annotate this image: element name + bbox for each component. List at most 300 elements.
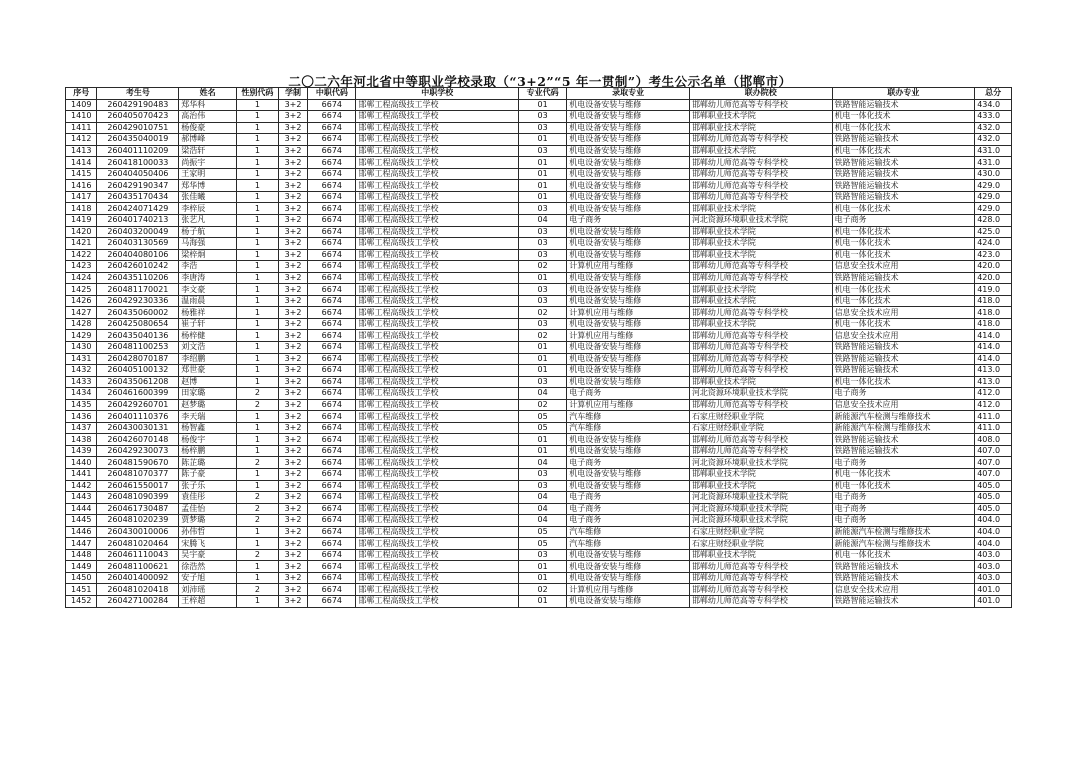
cell-school-code: 6674 xyxy=(308,295,356,307)
cell-school-code: 6674 xyxy=(308,157,356,169)
cell-total-score: 431.0 xyxy=(975,145,1012,157)
cell-exam-id: 260461110043 xyxy=(97,549,179,561)
cell-partner-college: 邯郸职业技术学院 xyxy=(689,295,832,307)
cell-name: 马海强 xyxy=(179,238,237,250)
cell-partner-college: 石家庄财经职业学院 xyxy=(689,526,832,538)
table-row xyxy=(66,295,1012,307)
cell-gender-code: 1 xyxy=(236,145,278,157)
cell-partner-college: 邯郸职业技术学院 xyxy=(689,549,832,561)
cell-school: 邯郸工程高级技工学校 xyxy=(356,596,519,608)
table-row xyxy=(66,214,1012,226)
cell-name: 梁浩轩 xyxy=(179,145,237,157)
cell-school: 邯郸工程高级技工学校 xyxy=(356,411,519,423)
cell-total-score: 407.0 xyxy=(975,445,1012,457)
cell-partner-college: 邯郸职业技术学院 xyxy=(689,145,832,157)
header-exam-id: 考生号 xyxy=(97,88,179,100)
cell-gender-code: 1 xyxy=(236,469,278,481)
cell-seq: 1412 xyxy=(66,134,97,146)
cell-total-score: 412.0 xyxy=(975,388,1012,400)
cell-school: 邯郸工程高级技工学校 xyxy=(356,561,519,573)
cell-gender-code: 1 xyxy=(236,561,278,573)
header-seq: 序号 xyxy=(66,88,97,100)
cell-seq: 1447 xyxy=(66,538,97,550)
cell-program-length: 3+2 xyxy=(278,238,307,250)
cell-program-length: 3+2 xyxy=(278,157,307,169)
cell-program-length: 3+2 xyxy=(278,434,307,446)
cell-partner-major: 铁路智能运输技术 xyxy=(832,180,975,192)
table-row xyxy=(66,492,1012,504)
cell-name: 杨子航 xyxy=(179,226,237,238)
cell-school-code: 6674 xyxy=(308,180,356,192)
cell-partner-major: 铁路智能运输技术 xyxy=(832,596,975,608)
table-row xyxy=(66,411,1012,423)
cell-major: 机电设备安装与维修 xyxy=(567,561,690,573)
cell-school-code: 6674 xyxy=(308,134,356,146)
cell-exam-id: 260481100253 xyxy=(97,341,179,353)
cell-partner-college: 河北资源环境职业技术学院 xyxy=(689,503,832,515)
cell-exam-id: 260461730487 xyxy=(97,503,179,515)
cell-gender-code: 1 xyxy=(236,318,278,330)
cell-exam-id: 260429230073 xyxy=(97,445,179,457)
cell-program-length: 3+2 xyxy=(278,365,307,377)
cell-major: 电子商务 xyxy=(567,388,690,400)
cell-name: 尚振宇 xyxy=(179,157,237,169)
cell-partner-college: 邯郸职业技术学院 xyxy=(689,122,832,134)
cell-school: 邯郸工程高级技工学校 xyxy=(356,549,519,561)
cell-program-length: 3+2 xyxy=(278,249,307,261)
cell-major-code: 01 xyxy=(519,99,567,111)
cell-name: 刘沛瑶 xyxy=(179,584,237,596)
cell-major-code: 02 xyxy=(519,261,567,273)
cell-gender-code: 2 xyxy=(236,492,278,504)
cell-name: 杨梓健 xyxy=(179,330,237,342)
cell-school-code: 6674 xyxy=(308,411,356,423)
cell-partner-college: 邯郸幼儿师范高等专科学校 xyxy=(689,596,832,608)
table-row xyxy=(66,191,1012,203)
cell-exam-id: 260435060002 xyxy=(97,307,179,319)
cell-partner-major: 信息安全技术应用 xyxy=(832,307,975,319)
cell-total-score: 423.0 xyxy=(975,249,1012,261)
cell-school-code: 6674 xyxy=(308,272,356,284)
cell-partner-college: 邯郸职业技术学院 xyxy=(689,376,832,388)
cell-partner-major: 铁路智能运输技术 xyxy=(832,272,975,284)
cell-partner-college: 邯郸幼儿师范高等专科学校 xyxy=(689,584,832,596)
cell-gender-code: 1 xyxy=(236,157,278,169)
cell-exam-id: 260427100284 xyxy=(97,596,179,608)
table-header-row xyxy=(66,88,1012,100)
table-row xyxy=(66,341,1012,353)
cell-major-code: 03 xyxy=(519,203,567,215)
table-row xyxy=(66,584,1012,596)
cell-seq: 1428 xyxy=(66,318,97,330)
cell-total-score: 413.0 xyxy=(975,376,1012,388)
cell-total-score: 411.0 xyxy=(975,411,1012,423)
cell-school-code: 6674 xyxy=(308,122,356,134)
cell-program-length: 3+2 xyxy=(278,457,307,469)
cell-major-code: 01 xyxy=(519,157,567,169)
cell-exam-id: 260430010006 xyxy=(97,526,179,538)
cell-major: 机电设备安装与维修 xyxy=(567,249,690,261)
cell-partner-major: 铁路智能运输技术 xyxy=(832,191,975,203)
cell-program-length: 3+2 xyxy=(278,503,307,515)
cell-gender-code: 1 xyxy=(236,180,278,192)
cell-school-code: 6674 xyxy=(308,365,356,377)
cell-gender-code: 1 xyxy=(236,596,278,608)
cell-partner-college: 邯郸职业技术学院 xyxy=(689,203,832,215)
cell-major: 机电设备安装与维修 xyxy=(567,365,690,377)
cell-total-score: 418.0 xyxy=(975,307,1012,319)
cell-gender-code: 1 xyxy=(236,134,278,146)
cell-partner-college: 邯郸幼儿师范高等专科学校 xyxy=(689,434,832,446)
cell-total-score: 414.0 xyxy=(975,330,1012,342)
cell-total-score: 414.0 xyxy=(975,353,1012,365)
cell-partner-major: 机电一体化技术 xyxy=(832,145,975,157)
cell-partner-major: 机电一体化技术 xyxy=(832,549,975,561)
cell-name: 李浩 xyxy=(179,261,237,273)
cell-major-code: 01 xyxy=(519,596,567,608)
table-row xyxy=(66,134,1012,146)
cell-major: 机电设备安装与维修 xyxy=(567,549,690,561)
cell-partner-major: 信息安全技术应用 xyxy=(832,584,975,596)
cell-seq: 1430 xyxy=(66,341,97,353)
cell-seq: 1431 xyxy=(66,353,97,365)
header-major: 录取专业 xyxy=(567,88,690,100)
cell-exam-id: 260481170021 xyxy=(97,284,179,296)
cell-major-code: 04 xyxy=(519,457,567,469)
cell-seq: 1437 xyxy=(66,422,97,434)
cell-school: 邯郸工程高级技工学校 xyxy=(356,330,519,342)
cell-program-length: 3+2 xyxy=(278,561,307,573)
cell-school-code: 6674 xyxy=(308,318,356,330)
cell-gender-code: 1 xyxy=(236,526,278,538)
cell-gender-code: 1 xyxy=(236,111,278,123)
cell-school: 邯郸工程高级技工学校 xyxy=(356,492,519,504)
cell-exam-id: 260418100033 xyxy=(97,157,179,169)
cell-major: 汽车维修 xyxy=(567,422,690,434)
cell-partner-college: 石家庄财经职业学院 xyxy=(689,411,832,423)
header-program-length: 学制 xyxy=(278,88,307,100)
cell-gender-code: 1 xyxy=(236,572,278,584)
cell-gender-code: 2 xyxy=(236,399,278,411)
cell-partner-college: 邯郸幼儿师范高等专科学校 xyxy=(689,330,832,342)
cell-program-length: 3+2 xyxy=(278,538,307,550)
cell-school-code: 6674 xyxy=(308,99,356,111)
cell-exam-id: 260401740213 xyxy=(97,214,179,226)
cell-exam-id: 260481100621 xyxy=(97,561,179,573)
cell-partner-major: 机电一体化技术 xyxy=(832,122,975,134)
table-row xyxy=(66,249,1012,261)
cell-name: 孙伟哲 xyxy=(179,526,237,538)
cell-major: 计算机应用与维修 xyxy=(567,307,690,319)
cell-partner-major: 铁路智能运输技术 xyxy=(832,134,975,146)
cell-school-code: 6674 xyxy=(308,399,356,411)
cell-partner-college: 邯郸幼儿师范高等专科学校 xyxy=(689,307,832,319)
cell-school: 邯郸工程高级技工学校 xyxy=(356,99,519,111)
cell-school: 邯郸工程高级技工学校 xyxy=(356,503,519,515)
cell-partner-major: 机电一体化技术 xyxy=(832,295,975,307)
cell-partner-college: 河北资源环境职业技术学院 xyxy=(689,457,832,469)
cell-seq: 1413 xyxy=(66,145,97,157)
cell-seq: 1420 xyxy=(66,226,97,238)
cell-major-code: 01 xyxy=(519,341,567,353)
table-row xyxy=(66,307,1012,319)
cell-gender-code: 1 xyxy=(236,295,278,307)
cell-seq: 1432 xyxy=(66,365,97,377)
cell-school-code: 6674 xyxy=(308,584,356,596)
cell-partner-college: 邯郸幼儿师范高等专科学校 xyxy=(689,445,832,457)
cell-partner-college: 河北资源环境职业技术学院 xyxy=(689,214,832,226)
cell-partner-college: 邯郸幼儿师范高等专科学校 xyxy=(689,272,832,284)
cell-seq: 1436 xyxy=(66,411,97,423)
cell-gender-code: 1 xyxy=(236,480,278,492)
cell-partner-college: 邯郸幼儿师范高等专科学校 xyxy=(689,399,832,411)
cell-major-code: 01 xyxy=(519,572,567,584)
cell-major-code: 03 xyxy=(519,295,567,307)
cell-gender-code: 1 xyxy=(236,214,278,226)
cell-partner-major: 机电一体化技术 xyxy=(832,480,975,492)
cell-school: 邯郸工程高级技工学校 xyxy=(356,365,519,377)
cell-name: 刘文浩 xyxy=(179,341,237,353)
cell-major-code: 03 xyxy=(519,549,567,561)
cell-school-code: 6674 xyxy=(308,353,356,365)
cell-major-code: 01 xyxy=(519,272,567,284)
cell-school: 邯郸工程高级技工学校 xyxy=(356,134,519,146)
cell-name: 杨俊豪 xyxy=(179,122,237,134)
cell-partner-college: 邯郸幼儿师范高等专科学校 xyxy=(689,134,832,146)
cell-program-length: 3+2 xyxy=(278,111,307,123)
cell-major: 机电设备安装与维修 xyxy=(567,480,690,492)
table-row xyxy=(66,203,1012,215)
cell-program-length: 3+2 xyxy=(278,469,307,481)
cell-partner-college: 邯郸职业技术学院 xyxy=(689,480,832,492)
cell-seq: 1445 xyxy=(66,515,97,527)
cell-school: 邯郸工程高级技工学校 xyxy=(356,422,519,434)
cell-seq: 1434 xyxy=(66,388,97,400)
table-row xyxy=(66,526,1012,538)
cell-exam-id: 260429260701 xyxy=(97,399,179,411)
cell-total-score: 419.0 xyxy=(975,284,1012,296)
cell-school: 邯郸工程高级技工学校 xyxy=(356,284,519,296)
cell-program-length: 3+2 xyxy=(278,180,307,192)
table-row xyxy=(66,538,1012,550)
cell-school: 邯郸工程高级技工学校 xyxy=(356,399,519,411)
cell-major-code: 04 xyxy=(519,515,567,527)
cell-total-score: 407.0 xyxy=(975,457,1012,469)
cell-gender-code: 1 xyxy=(236,365,278,377)
cell-school: 邯郸工程高级技工学校 xyxy=(356,295,519,307)
cell-name: 杨俊宇 xyxy=(179,434,237,446)
cell-exam-id: 260405070423 xyxy=(97,111,179,123)
cell-major: 机电设备安装与维修 xyxy=(567,145,690,157)
cell-partner-college: 邯郸职业技术学院 xyxy=(689,318,832,330)
cell-partner-major: 机电一体化技术 xyxy=(832,376,975,388)
cell-program-length: 3+2 xyxy=(278,134,307,146)
cell-major-code: 01 xyxy=(519,365,567,377)
cell-seq: 1422 xyxy=(66,249,97,261)
table-row xyxy=(66,596,1012,608)
cell-exam-id: 260435040019 xyxy=(97,134,179,146)
table-row xyxy=(66,365,1012,377)
cell-exam-id: 260429230336 xyxy=(97,295,179,307)
cell-major-code: 04 xyxy=(519,503,567,515)
cell-seq: 1446 xyxy=(66,526,97,538)
cell-name: 张子乐 xyxy=(179,480,237,492)
cell-seq: 1418 xyxy=(66,203,97,215)
cell-major-code: 01 xyxy=(519,561,567,573)
cell-seq: 1415 xyxy=(66,168,97,180)
cell-exam-id: 260403200049 xyxy=(97,226,179,238)
cell-gender-code: 1 xyxy=(236,99,278,111)
cell-school: 邯郸工程高级技工学校 xyxy=(356,318,519,330)
cell-exam-id: 260481590670 xyxy=(97,457,179,469)
cell-major: 机电设备安装与维修 xyxy=(567,191,690,203)
cell-school: 邯郸工程高级技工学校 xyxy=(356,157,519,169)
cell-school: 邯郸工程高级技工学校 xyxy=(356,376,519,388)
cell-partner-major: 铁路智能运输技术 xyxy=(832,561,975,573)
cell-program-length: 3+2 xyxy=(278,515,307,527)
cell-major-code: 02 xyxy=(519,399,567,411)
table-row xyxy=(66,422,1012,434)
cell-school: 邯郸工程高级技工学校 xyxy=(356,538,519,550)
cell-name: 张艺凡 xyxy=(179,214,237,226)
cell-partner-college: 邯郸幼儿师范高等专科学校 xyxy=(689,261,832,273)
cell-partner-college: 邯郸幼儿师范高等专科学校 xyxy=(689,99,832,111)
cell-name: 吴宇豪 xyxy=(179,549,237,561)
cell-gender-code: 2 xyxy=(236,503,278,515)
cell-major: 机电设备安装与维修 xyxy=(567,180,690,192)
cell-gender-code: 1 xyxy=(236,168,278,180)
cell-total-score: 418.0 xyxy=(975,318,1012,330)
cell-seq: 1410 xyxy=(66,111,97,123)
table-row xyxy=(66,353,1012,365)
cell-seq: 1421 xyxy=(66,238,97,250)
cell-gender-code: 2 xyxy=(236,549,278,561)
table-body xyxy=(66,99,1012,607)
cell-partner-college: 河北资源环境职业技术学院 xyxy=(689,388,832,400)
header-name: 姓名 xyxy=(179,88,237,100)
cell-school: 邯郸工程高级技工学校 xyxy=(356,480,519,492)
cell-major-code: 03 xyxy=(519,226,567,238)
cell-total-score: 405.0 xyxy=(975,503,1012,515)
cell-exam-id: 260401110376 xyxy=(97,411,179,423)
cell-school-code: 6674 xyxy=(308,330,356,342)
cell-major: 机电设备安装与维修 xyxy=(567,99,690,111)
cell-total-score: 404.0 xyxy=(975,515,1012,527)
cell-program-length: 3+2 xyxy=(278,596,307,608)
cell-school-code: 6674 xyxy=(308,445,356,457)
cell-seq: 1433 xyxy=(66,376,97,388)
table-row xyxy=(66,122,1012,134)
cell-school-code: 6674 xyxy=(308,168,356,180)
cell-school-code: 6674 xyxy=(308,561,356,573)
cell-gender-code: 1 xyxy=(236,284,278,296)
cell-total-score: 405.0 xyxy=(975,492,1012,504)
cell-gender-code: 1 xyxy=(236,330,278,342)
cell-major: 计算机应用与维修 xyxy=(567,330,690,342)
cell-school-code: 6674 xyxy=(308,596,356,608)
cell-school-code: 6674 xyxy=(308,145,356,157)
cell-school: 邯郸工程高级技工学校 xyxy=(356,272,519,284)
cell-exam-id: 260429010751 xyxy=(97,122,179,134)
cell-gender-code: 2 xyxy=(236,388,278,400)
cell-seq: 1440 xyxy=(66,457,97,469)
cell-seq: 1435 xyxy=(66,399,97,411)
cell-gender-code: 1 xyxy=(236,307,278,319)
cell-seq: 1449 xyxy=(66,561,97,573)
cell-partner-major: 铁路智能运输技术 xyxy=(832,341,975,353)
cell-name: 杨梓鹏 xyxy=(179,445,237,457)
cell-name: 温雨晨 xyxy=(179,295,237,307)
cell-school-code: 6674 xyxy=(308,526,356,538)
cell-seq: 1452 xyxy=(66,596,97,608)
cell-partner-major: 电子商务 xyxy=(832,503,975,515)
cell-major: 机电设备安装与维修 xyxy=(567,168,690,180)
cell-major: 机电设备安装与维修 xyxy=(567,434,690,446)
cell-partner-college: 石家庄财经职业学院 xyxy=(689,538,832,550)
cell-name: 田家璐 xyxy=(179,388,237,400)
cell-exam-id: 260424071429 xyxy=(97,203,179,215)
cell-program-length: 3+2 xyxy=(278,353,307,365)
cell-program-length: 3+2 xyxy=(278,492,307,504)
cell-school: 邯郸工程高级技工学校 xyxy=(356,261,519,273)
table-row xyxy=(66,157,1012,169)
cell-major: 机电设备安装与维修 xyxy=(567,445,690,457)
cell-school: 邯郸工程高级技工学校 xyxy=(356,214,519,226)
header-major-code: 专业代码 xyxy=(519,88,567,100)
cell-name: 郝博峰 xyxy=(179,134,237,146)
cell-school: 邯郸工程高级技工学校 xyxy=(356,584,519,596)
cell-partner-major: 铁路智能运输技术 xyxy=(832,353,975,365)
table-row xyxy=(66,318,1012,330)
header-total-score: 总分 xyxy=(975,88,1012,100)
cell-total-score: 403.0 xyxy=(975,561,1012,573)
cell-partner-college: 邯郸职业技术学院 xyxy=(689,226,832,238)
cell-major: 机电设备安装与维修 xyxy=(567,353,690,365)
table-row xyxy=(66,399,1012,411)
cell-school: 邯郸工程高级技工学校 xyxy=(356,445,519,457)
cell-partner-major: 铁路智能运输技术 xyxy=(832,434,975,446)
cell-major-code: 03 xyxy=(519,469,567,481)
cell-name: 杨雅祥 xyxy=(179,307,237,319)
cell-exam-id: 260481020464 xyxy=(97,538,179,550)
cell-major-code: 05 xyxy=(519,526,567,538)
cell-major-code: 01 xyxy=(519,134,567,146)
cell-school: 邯郸工程高级技工学校 xyxy=(356,249,519,261)
cell-major-code: 01 xyxy=(519,434,567,446)
cell-exam-id: 260425080654 xyxy=(97,318,179,330)
table-row xyxy=(66,238,1012,250)
cell-major: 电子商务 xyxy=(567,492,690,504)
cell-school: 邯郸工程高级技工学校 xyxy=(356,191,519,203)
cell-school-code: 6674 xyxy=(308,376,356,388)
cell-exam-id: 260435040136 xyxy=(97,330,179,342)
cell-exam-id: 260461600399 xyxy=(97,388,179,400)
cell-program-length: 3+2 xyxy=(278,526,307,538)
cell-total-score: 418.0 xyxy=(975,295,1012,307)
cell-partner-major: 电子商务 xyxy=(832,492,975,504)
cell-exam-id: 260426010242 xyxy=(97,261,179,273)
cell-seq: 1438 xyxy=(66,434,97,446)
admission-list-table xyxy=(65,87,1012,608)
cell-gender-code: 2 xyxy=(236,584,278,596)
cell-program-length: 3+2 xyxy=(278,191,307,203)
cell-major-code: 03 xyxy=(519,249,567,261)
cell-program-length: 3+2 xyxy=(278,261,307,273)
cell-major-code: 02 xyxy=(519,307,567,319)
cell-program-length: 3+2 xyxy=(278,480,307,492)
cell-seq: 1444 xyxy=(66,503,97,515)
cell-seq: 1419 xyxy=(66,214,97,226)
